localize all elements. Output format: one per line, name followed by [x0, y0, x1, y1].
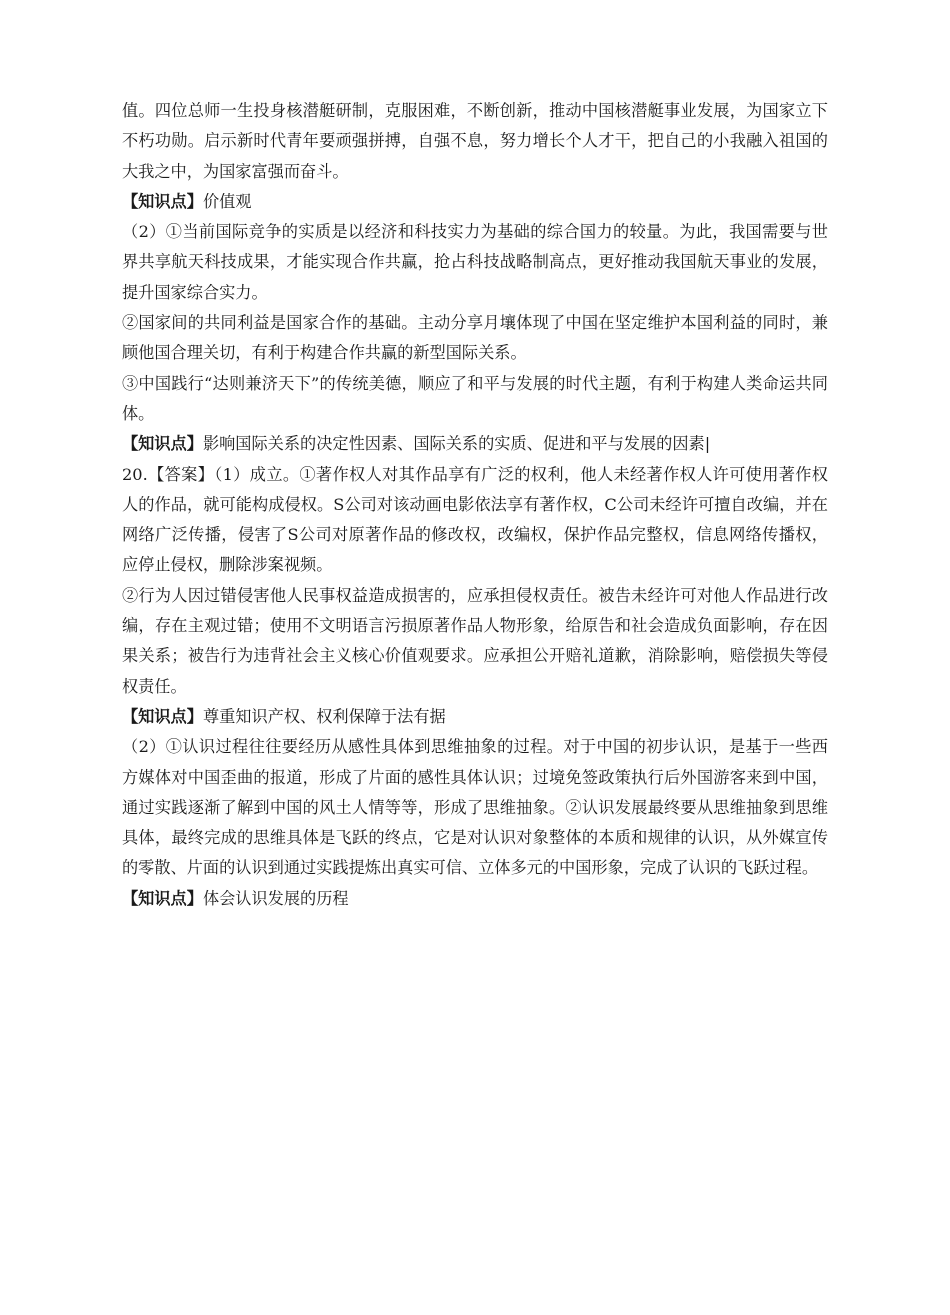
- answer-paragraph-q20-copyright: 20.【答案】（1）成立。①著作权人对其作品享有广泛的权利，他人未经著作权人许可使用著作权人的作品，就可能构成侵权。S公司对该动画电影依法享有著作权，C公司未经许可擅自改编，并在网络广泛传播，侵害了S公司对原著作品的修改权，改编权，保护作品完整权，信息网络传播权，应停止侵权，删除涉案视频。: [122, 464, 828, 575]
- knowledge-point-text: 体会认识发展的历程: [202, 888, 349, 908]
- knowledge-point-intellectual-property: [122, 702, 828, 732]
- knowledge-point-cognition: [122, 884, 828, 914]
- knowledge-point-label: 【知识点】: [122, 191, 203, 211]
- knowledge-point-text: 价值观: [202, 191, 252, 211]
- answer-paragraph-q20-cognition: （2）①认识过程往往要经历从感性具体到思维抽象的过程。对于中国的初步认识，是基于一些西方媒体对中国歪曲的报道，形成了片面的感性具体认识；过境免签政策执行后外国游客来到中国，通过实践逐渐了解到中国的风土人情等等，形成了思维抽象。②认识发展最终要从思维抽象到思维具体，最终完成的思维具体是飞跃的终点，它是对认识对象整体的本质和规律的认识，从外媒宣传的零散、片面的认识到通过实践提炼出真实可信、立体多元的中国形象，完成了认识的飞跃过程。: [122, 737, 828, 878]
- knowledge-point-values: [122, 187, 828, 217]
- knowledge-point-text: 影响国际关系的决定性因素、国际关系的实质、促进和平与发展的因素|: [202, 434, 711, 454]
- knowledge-point-international-relations: [122, 429, 828, 459]
- answer-paragraph-core-values: 值。四位总师一生投身核潜艇研制，克服困难，不断创新，推动中国核潜艇事业发展，为国家立下不朽功勋。启示新时代青年要顽强拼搏，自强不息，努力增长个人才干，把自己的小我融入祖国的大我之中，为国家富强而奋斗。: [122, 101, 828, 181]
- answer-paragraph-q20-liability: ②行为人因过错侵害他人民事权益造成损害的，应承担侵权责任。被告未经许可对他人作品进行改编，存在主观过错；使用不文明语言污损原著作品人物形象，给原告和社会造成负面影响，存在因果关系；被告行为违背社会主义核心价值观要求。应承担公开赔礼道歉，消除影响，赔偿损失等侵权责任。: [122, 585, 828, 696]
- knowledge-point-text: 尊重知识产权、权利保障于法有据: [202, 706, 446, 726]
- knowledge-point-label: 【知识点】: [122, 706, 203, 726]
- answer-paragraph-traditional-virtue: ③中国践行“达则兼济天下”的传统美德，顺应了和平与发展的时代主题，有利于构建人类命运共同体。: [122, 373, 828, 423]
- answer-paragraph-international-competition: （2）①当前国际竞争的实质是以经济和科技实力为基础的综合国力的较量。为此，我国需要与世界共享航天科技成果，才能实现合作共赢，抢占科技战略制高点，更好推动我国航天事业的发展，提升国家综合实力。: [122, 222, 828, 302]
- knowledge-point-label: 【知识点】: [122, 888, 203, 908]
- knowledge-point-label: 【知识点】: [122, 434, 203, 454]
- document-page: [122, 96, 828, 914]
- answer-paragraph-common-interests: ②国家间的共同利益是国家合作的基础。主动分享月壤体现了中国在坚定维护本国利益的同时，兼顾他国合理关切，有利于构建合作共赢的新型国际关系。: [122, 313, 828, 363]
